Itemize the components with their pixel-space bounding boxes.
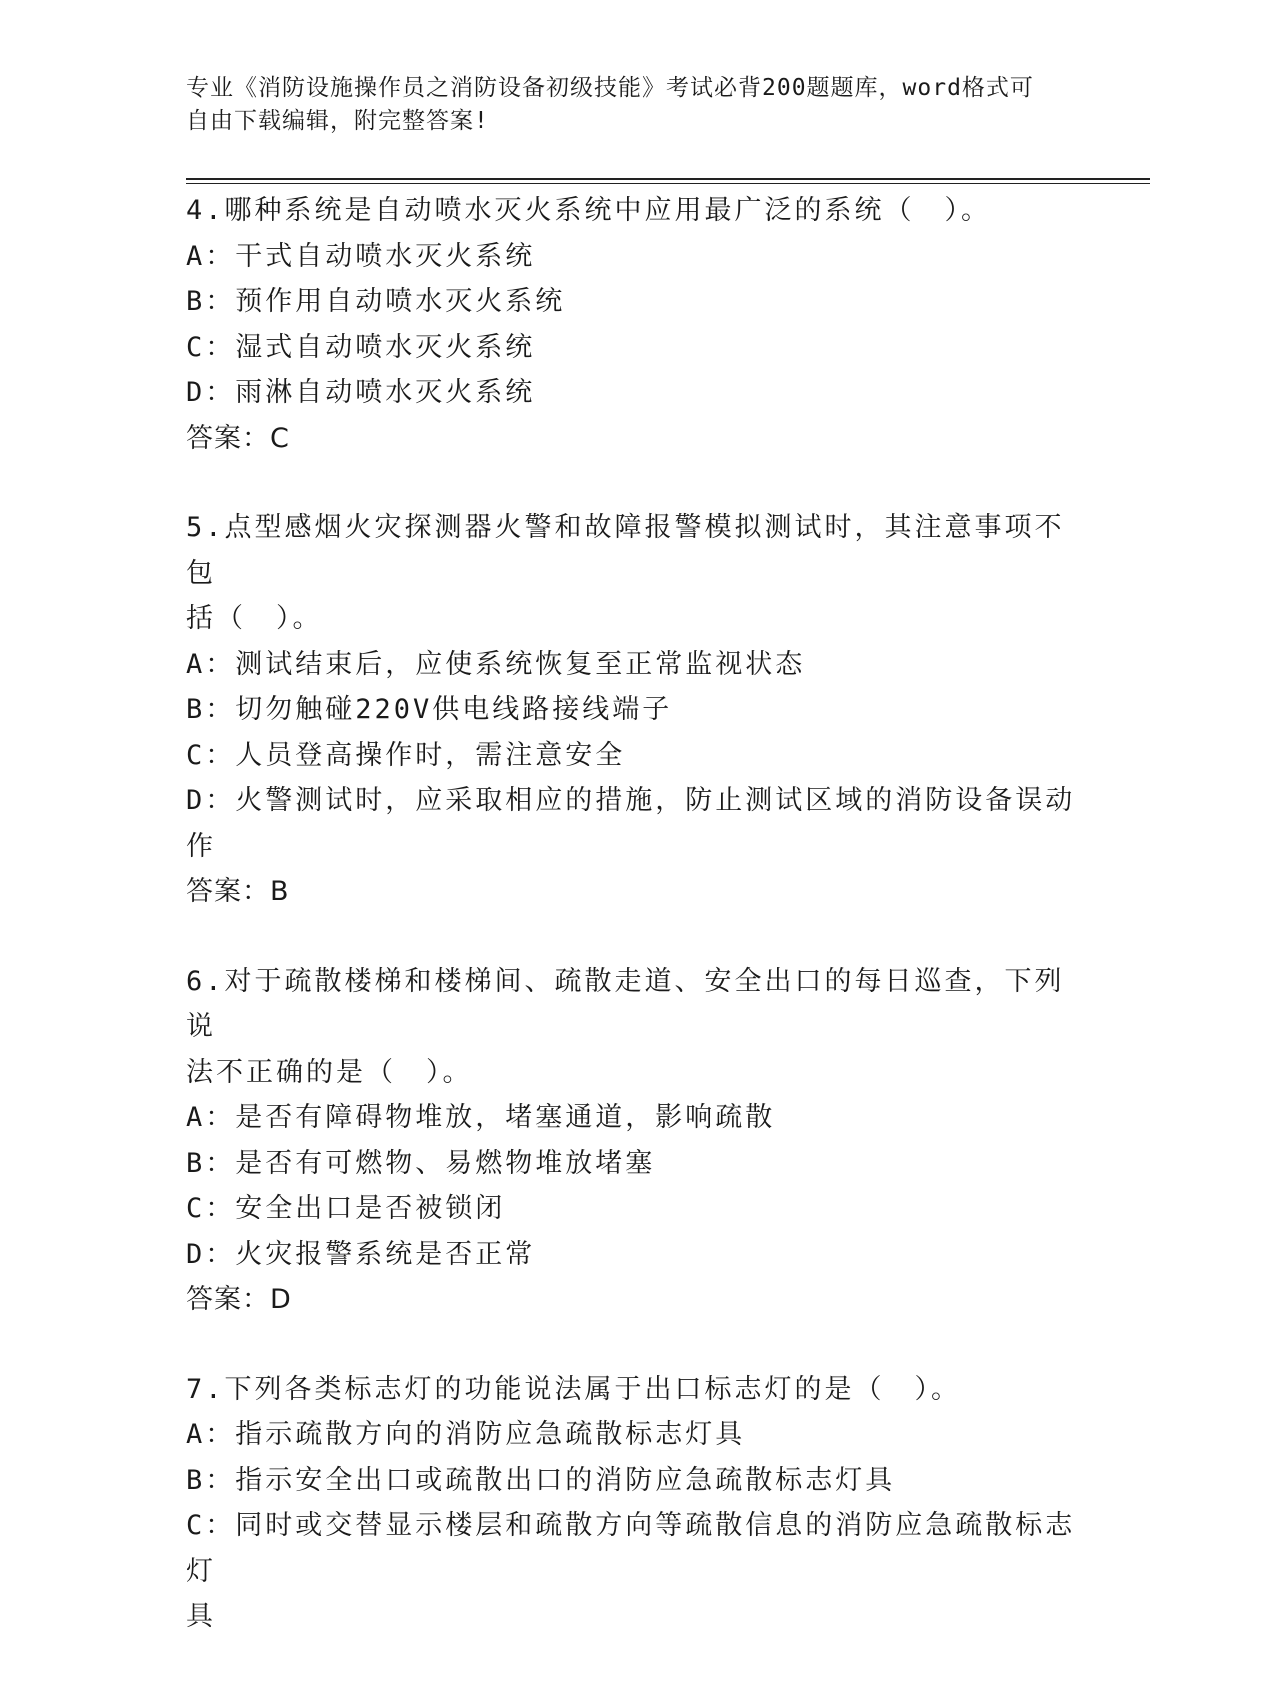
option-d: D：火警测试时，应采取相应的措施，防止测试区域的消防设备误动作 [186,785,1076,862]
option-b: B：是否有可燃物、易燃物堆放堵塞 [186,1147,656,1179]
option-b: B：指示安全出口或疏散出口的消防应急疏散标志灯具 [186,1464,896,1496]
header-line-2: 自由下载编辑，附完整答案! [186,108,489,134]
option-a: A：测试结束后，应使系统恢复至正常监视状态 [186,648,806,680]
option-c: C：人员登高操作时，需注意安全 [186,739,626,771]
option-b: B：预作用自动喷水灭火系统 [186,286,566,317]
question-5 [186,505,1086,915]
question-list [186,188,1086,1684]
question-stem: 5.点型感烟火灾探测器火警和故障报警模拟测试时，其注意事项不包 [186,512,1065,589]
question-stem-continued: 括（ ）。 [186,603,323,634]
header-line-1: 专业《消防设施操作员之消防设备初级技能》考试必背200题题库，word格式可 [186,75,1034,101]
option-d: D：火灾报警系统是否正常 [186,1238,536,1270]
option-c: C：安全出口是否被锁闭 [186,1193,506,1224]
header-divider-thin [186,183,1150,184]
option-d: D：雨淋自动喷水灭火系统 [186,377,536,408]
document-header [186,72,1066,138]
option-a: A：是否有障碍物堆放，堵塞通道，影响疏散 [186,1102,776,1133]
question-6 [186,959,1086,1323]
question-stem: 7.下列各类标志灯的功能说法属于出口标志灯的是（ ）。 [186,1373,962,1405]
question-stem: 4.哪种系统是自动喷水灭火系统中应用最广泛的系统（ ）。 [186,195,992,226]
option-b: B：切勿触碰220V供电线路接线端子 [186,694,673,725]
header-divider-thick [186,178,1150,180]
question-7 [186,1367,1086,1640]
question-4 [186,188,1086,461]
question-stem-continued: 法不正确的是（ ）。 [186,1056,473,1088]
answer: 答案：D [186,1284,292,1315]
answer: 答案：C [186,422,290,454]
question-stem: 6.对于疏散楼梯和楼梯间、疏散走道、安全出口的每日巡查，下列说 [186,965,1065,1042]
option-c: C：湿式自动喷水灭火系统 [186,331,536,363]
option-a: A：干式自动喷水灭火系统 [186,240,536,272]
option-c: C：同时或交替显示楼层和疏散方向等疏散信息的消防应急疏散标志灯 [186,1510,1076,1587]
answer: 答案：B [186,876,290,907]
option-a: A：指示疏散方向的消防应急疏散标志灯具 [186,1419,746,1450]
option-c-continued: 具 [186,1601,216,1632]
